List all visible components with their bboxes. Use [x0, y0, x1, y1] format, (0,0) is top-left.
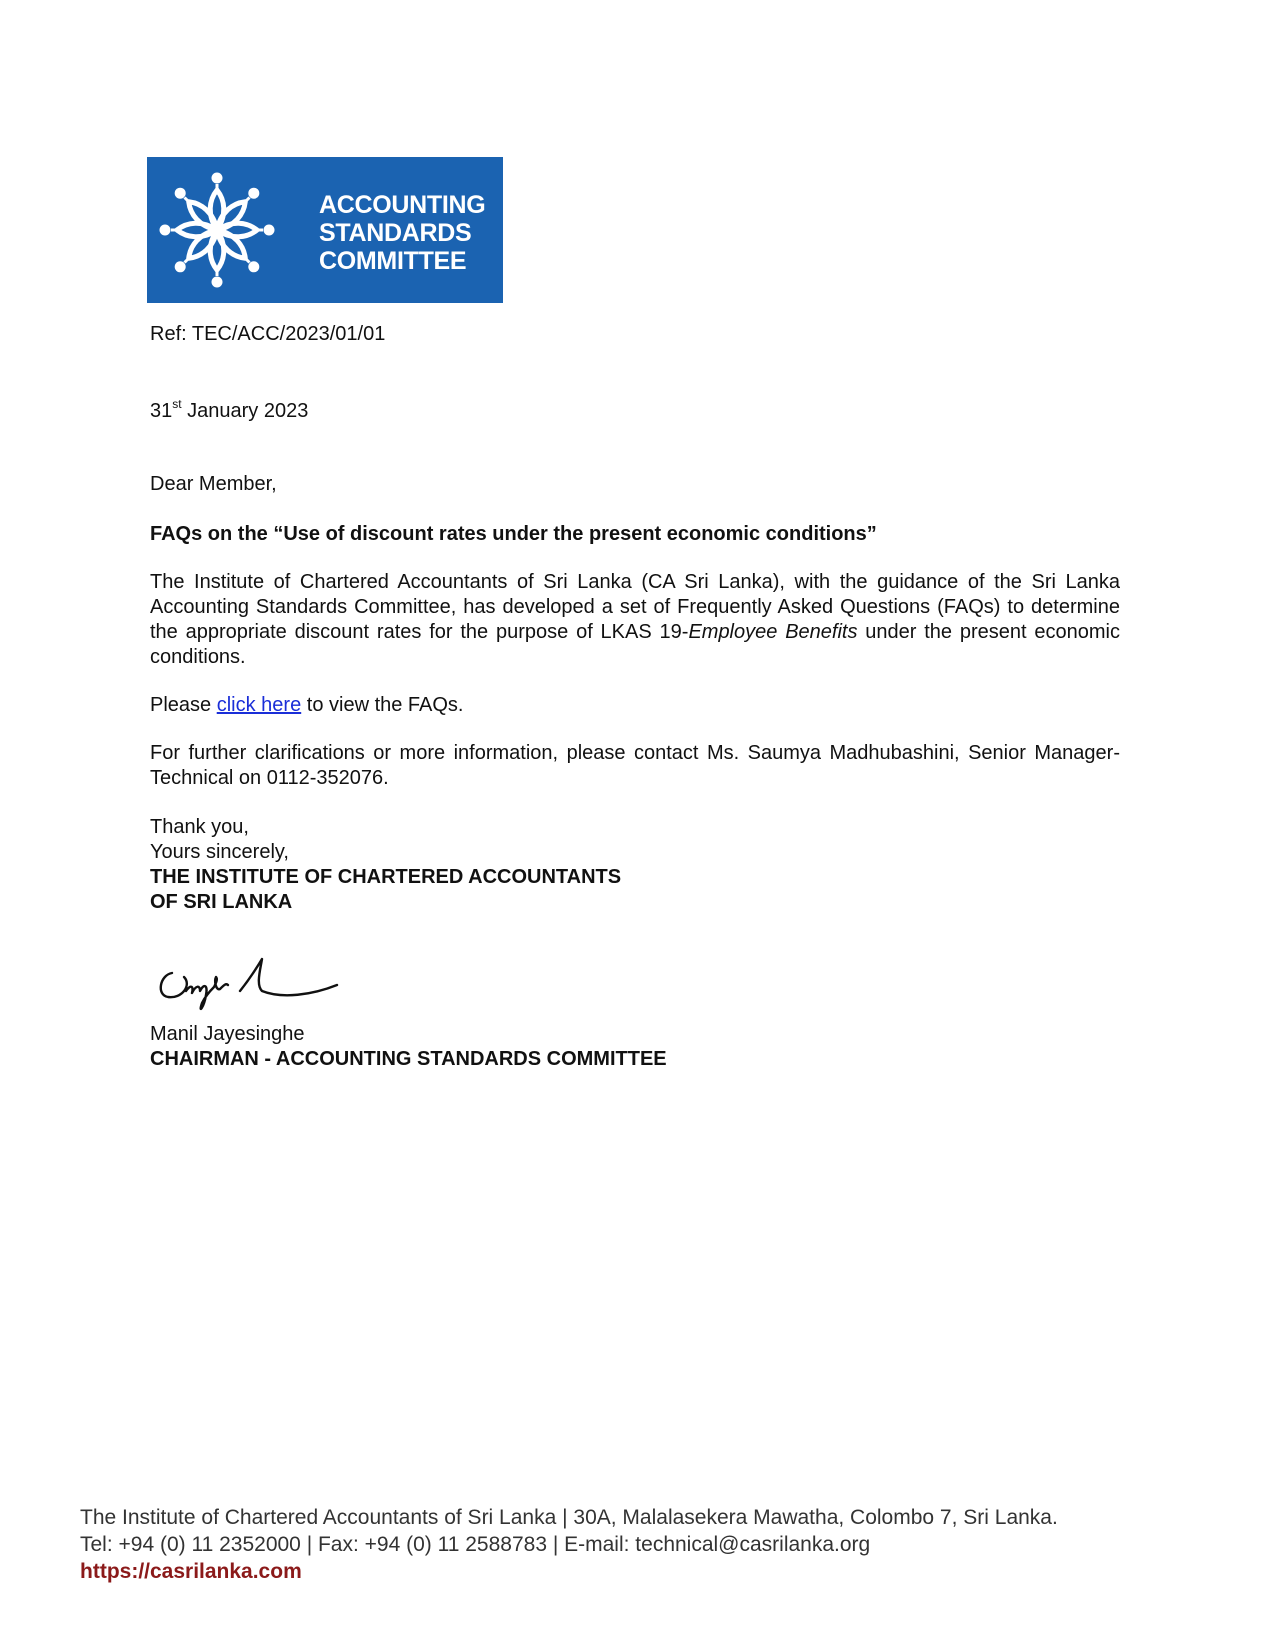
- body1-italic: Employee Benefits: [688, 621, 858, 643]
- committee-logo: [147, 157, 503, 303]
- date-month-year: January 2023: [181, 400, 309, 422]
- date-suffix: st: [172, 397, 182, 411]
- logo-line-3: COMMITTEE: [319, 247, 467, 275]
- organization-name-line-2: OF SRI LANKA: [150, 891, 293, 913]
- subject-line: FAQs on the “Use of discount rates under the present economic conditions”: [150, 523, 877, 545]
- footer-website-link[interactable]: https://casrilanka.com: [80, 1560, 302, 1583]
- footer-address: The Institute of Chartered Accountants of Sri Lanka | 30A, Malalasekera Mawatha, Colombo 7, Sri Lanka.: [80, 1506, 1058, 1529]
- body1-text: The Institute of Chartered Accountants of Sri Lanka (CA Sri Lanka), with the guidance of the Sri Lanka Accounting Standards Committee, has developed a set of Frequently Asked Questions (FAQs) to determine the appropriate discount rates for the purpose of LKAS 19-: [150, 571, 1120, 643]
- logo-wordmark: [319, 191, 485, 275]
- signatory-name: Manil Jayesinghe: [150, 1023, 305, 1045]
- organization-name-line-1: THE INSTITUTE OF CHARTERED ACCOUNTANTS: [150, 866, 622, 888]
- signatory-title: CHAIRMAN - ACCOUNTING STANDARDS COMMITTEE: [150, 1048, 667, 1070]
- body-paragraph-1: [150, 570, 1120, 670]
- handwritten-signature: [152, 955, 352, 1020]
- body2-text: Please: [150, 694, 217, 716]
- logo-line-2: STANDARDS: [319, 219, 472, 247]
- footer-contact: Tel: +94 (0) 11 2352000 | Fax: +94 (0) 11 2588783 | E-mail: technical@casrilanka.org: [80, 1533, 871, 1556]
- body1-text-end: under the present economic conditions.: [150, 621, 1120, 668]
- body-paragraph-2: [150, 693, 464, 718]
- date-day: 31: [150, 400, 173, 422]
- closing-thanks: Thank you,: [150, 816, 249, 838]
- body-paragraph-3: For further clarifications or more information, please contact Ms. Saumya Madhubashini, Senior Manager- Technical on 0112-352076.: [150, 742, 1120, 789]
- closing-sincerely: Yours sincerely,: [150, 841, 289, 863]
- salutation: Dear Member,: [150, 473, 277, 495]
- body2-text-end: to view the FAQs.: [301, 694, 464, 716]
- lotus-emblem-icon: [157, 170, 277, 290]
- letter-date: [150, 399, 308, 424]
- logo-line-1: ACCOUNTING: [319, 191, 486, 219]
- faq-link[interactable]: click here: [216, 694, 302, 716]
- reference-number: Ref: TEC/ACC/2023/01/01: [150, 323, 386, 345]
